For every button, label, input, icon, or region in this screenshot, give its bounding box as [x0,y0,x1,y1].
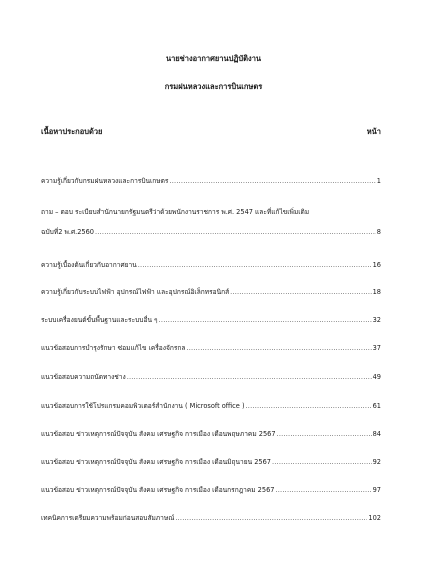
toc-entry-text: ความรู้เบื้องต้นเกี่ยวกับอากาศยาน [41,261,137,269]
toc-entry-text-line1: ถาม – ตอบ ระเบียบสำนักนายกรัฐมนตรีว่าด้วยพนักงานราชการ พ.ศ. 2547 และที่แก้ไขเพิ่มเติม [41,208,310,216]
toc-entry-text: แนวข้อสอบการใช้โปรแกรมคอมพิวเตอร์สำนักงาน ( Microsoft office ) [41,402,245,410]
toc-entry[interactable] [41,514,381,523]
toc-leader-dots [159,316,372,325]
toc-entry-page: 102 [368,514,381,522]
toc-entry-page: 97 [372,486,381,494]
toc-entry[interactable] [41,373,381,382]
toc-entry[interactable] [41,288,381,297]
toc-entry-page: 84 [372,430,381,438]
toc-entry-text: แนวข้อสอบ ข่าวเหตุการณ์ปัจจุบัน สังคม เศรษฐกิจ การเมือง เดือนมิถุนายน 2567 [41,458,271,466]
toc-leader-dots [277,430,372,439]
toc-entry[interactable] [41,208,381,237]
toc-entry-page: 37 [372,344,381,352]
toc-entry-text: ระบบเครื่องยนต์ขั้นพื้นฐานและระบบอื่น ๆ [41,316,158,324]
toc-entry-text: ความรู้เกี่ยวกับกรมฝนหลวงและการบินเกษตร [41,177,169,185]
toc-leader-dots [272,458,372,467]
toc-entry-text: เทคนิคการเตรียมความพร้อมก่อนสอบสัมภาษณ์ [41,514,175,522]
document-subtitle: กรมฝนหลวงและการบินเกษตร [164,82,263,91]
toc-entry[interactable] [41,261,381,270]
toc-entry[interactable] [41,430,381,439]
toc-leader-dots [127,373,372,382]
toc-entry-page: 1 [376,177,381,185]
toc-entry[interactable] [41,402,381,411]
toc-leader-dots [186,344,371,353]
toc-entry-page: 49 [372,373,381,381]
toc-leader-dots [95,228,376,237]
toc-entry-page: 92 [372,458,381,466]
toc-entry[interactable] [41,177,381,186]
toc-entry-page: 61 [372,402,381,410]
toc-entry-text: แนวข้อสอบการบำรุงรักษา ซ่อมแก้ไข เครื่องจักรกล [41,344,186,352]
toc-entry-page: 8 [376,228,381,236]
toc-content-label: เนื้อหาประกอบด้วย [41,127,103,136]
toc-leader-dots [230,288,372,297]
toc-entry[interactable] [41,316,381,325]
toc-leader-dots [175,514,367,523]
toc-page-label: หน้า [366,127,381,136]
toc-entry[interactable] [41,344,381,353]
toc-entry-page: 32 [372,316,381,324]
toc-entry-page: 18 [372,288,381,296]
toc-entry[interactable] [41,458,381,467]
toc-leader-dots [275,486,371,495]
toc-list [41,0,381,569]
toc-entry-page: 16 [372,261,381,269]
toc-entry-text: ฉบับที่2 พ.ศ.2560 [41,228,95,236]
toc-entry-text: แนวข้อสอบ ข่าวเหตุการณ์ปัจจุบัน สังคม เศรษฐกิจ การเมือง เดือนพฤษภาคม 2567 [41,430,276,438]
toc-leader-dots [169,177,375,186]
toc-entry-text: แนวข้อสอบความถนัดทางช่าง [41,373,126,381]
toc-entry-text: ความรู้เกี่ยวกับระบบไฟฟ้า อุปกรณ์ไฟฟ้า และอุปกรณ์อิเล็กทรอนิกส์ [41,288,230,296]
document-title: นายช่างอากาศยานปฏิบัติงาน [165,54,262,63]
toc-entry-text: แนวข้อสอบ ข่าวเหตุการณ์ปัจจุบัน สังคม เศรษฐกิจ การเมือง เดือนกรกฎาคม 2567 [41,486,275,494]
toc-leader-dots [138,261,372,270]
toc-entry[interactable] [41,486,381,495]
toc-leader-dots [246,402,372,411]
